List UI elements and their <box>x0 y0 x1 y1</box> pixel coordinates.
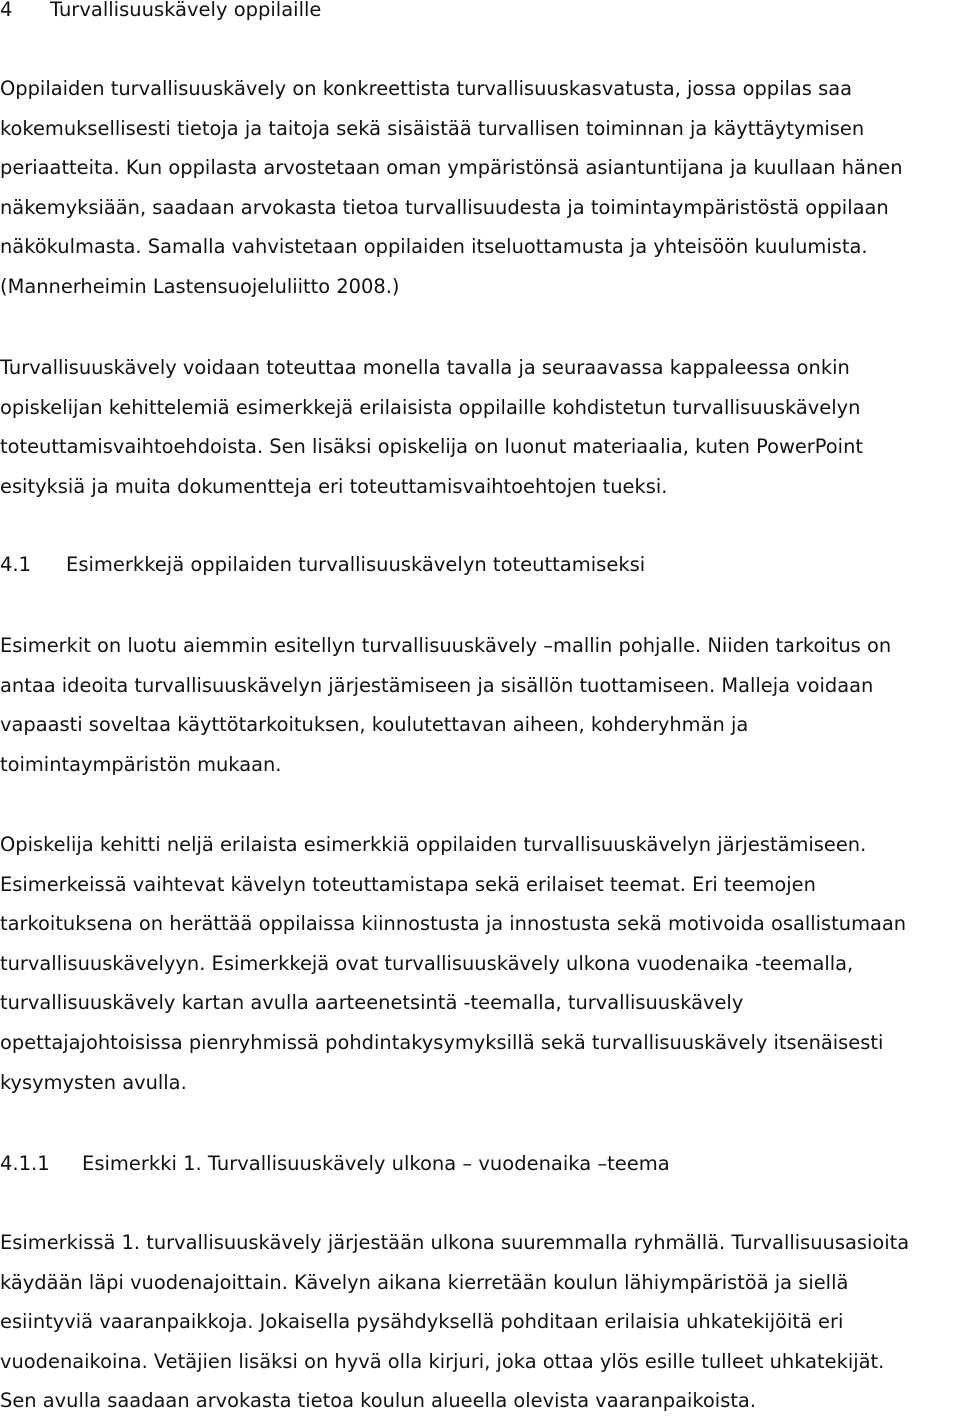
paragraph-examples-basis <box>0 626 960 784</box>
section-title: Esimerkki 1. Turvallisuuskävely ulkona – vuodenaika –teema <box>82 1152 670 1175</box>
section-4-heading <box>0 0 321 22</box>
paragraph-line: opettajajohtoisissa pienryhmissä pohdintakysymyksillä sekä turvallisuuskävely itsenäisesti <box>0 1030 884 1054</box>
paragraph-line: turvallisuuskävely kartan avulla aarteenetsintä -teemalla, turvallisuuskävely <box>0 991 744 1015</box>
paragraph-example-1 <box>0 1223 960 1421</box>
paragraph-line: Sen avulla saadaan arvokasta tietoa koulun alueella olevista vaaranpaikoista. <box>0 1389 757 1413</box>
paragraph-line: opiskelijan kehittelemiä esimerkkejä erilaisista oppilaille kohdistetun turvallisuuskävelyn <box>0 395 861 419</box>
paragraph-line: näkökulmasta. Samalla vahvistetaan oppilaiden itseluottamusta ja yhteisöön kuulumista. <box>0 235 868 259</box>
section-title: Esimerkkejä oppilaiden turvallisuuskävelyn toteuttamiseksi <box>66 553 646 576</box>
paragraph-line: toimintaympäristön mukaan. <box>0 752 282 776</box>
paragraph-line: periaatteita. Kun oppilasta arvostetaan oman ympäristönsä asiantuntijana ja kuullaan hänen <box>0 156 903 180</box>
paragraph-four-examples <box>0 825 960 1102</box>
paragraph-line: esiintyviä vaaranpaikkoja. Jokaisella pysähdyksellä pohditaan erilaisia uhkatekijöitä eri <box>0 1310 844 1334</box>
paragraph-line: näkemyksiään, saadaan arvokasta tietoa turvallisuudesta ja toimintaympäristöstä oppilaan <box>0 195 889 219</box>
paragraph-line: Opiskelija kehitti neljä erilaista esimerkkiä oppilaiden turvallisuuskävelyn järjestämiseen. <box>0 833 867 856</box>
paragraph-line: vuodenaikoina. Vetäjien lisäksi on hyvä olla kirjuri, joka ottaa ylös esille tulleet uhkatekijät. <box>0 1349 885 1373</box>
section-number: 4 <box>0 0 13 21</box>
section-4-1-heading <box>0 553 645 577</box>
paragraph-line: turvallisuuskävelyyn. Esimerkkejä ovat turvallisuuskävely ulkona vuodenaika -teemalla, <box>0 951 854 975</box>
paragraph-line: esityksiä ja muita dokumentteja eri toteuttamisvaihtoehtojen tueksi. <box>0 474 668 498</box>
paragraph-intro <box>0 69 960 307</box>
paragraph-line: käydään läpi vuodenajoittain. Kävelyn aikana kierretään koulun lähiympäristöä ja siellä <box>0 1270 849 1294</box>
paragraph-implementation <box>0 348 960 506</box>
paragraph-line: vapaasti soveltaa käyttötarkoituksen, koulutettavan aiheen, kohderyhmän ja <box>0 713 749 737</box>
paragraph-line: Esimerkissä 1. turvallisuuskävely järjestään ulkona suuremmalla ryhmällä. Turvallisuusasioita <box>0 1231 910 1254</box>
paragraph-line: kysymysten avulla. <box>0 1070 187 1094</box>
section-number: 4.1 <box>0 553 32 576</box>
section-4-1-1-heading <box>0 1152 670 1176</box>
paragraph-line: (Mannerheimin Lastensuojeluliitto 2008.) <box>0 274 400 298</box>
paragraph-line: antaa ideoita turvallisuuskävelyn järjestämiseen ja sisällön tuottamiseen. Malleja voidaan <box>0 673 874 697</box>
paragraph-line: Turvallisuuskävely voidaan toteuttaa monella tavalla ja seuraavassa kappaleessa onkin <box>0 356 850 379</box>
paragraph-line: Esimerkit on luotu aiemmin esitellyn turvallisuuskävely –mallin pohjalle. Niiden tarkoitus on <box>0 634 892 657</box>
section-number: 4.1.1 <box>0 1152 50 1175</box>
paragraph-line: kokemuksellisesti tietoja ja taitoja sekä sisäistää turvallisen toiminnan ja käyttäytymisen <box>0 116 865 140</box>
section-title: Turvallisuuskävely oppilaille <box>50 0 322 21</box>
paragraph-line: Oppilaiden turvallisuuskävely on konkreettista turvallisuuskasvatusta, jossa oppilas saa <box>0 77 853 100</box>
paragraph-line: tarkoituksena on herättää oppilaissa kiinnostusta ja innostusta sekä motivoida osallistumaan <box>0 912 907 936</box>
paragraph-line: Esimerkeissä vaihtevat kävelyn toteuttamistapa sekä erilaiset teemat. Eri teemojen <box>0 872 816 896</box>
paragraph-line: toteuttamisvaihtoehdoista. Sen lisäksi opiskelija on luonut materiaalia, kuten PowerPoint <box>0 435 863 459</box>
